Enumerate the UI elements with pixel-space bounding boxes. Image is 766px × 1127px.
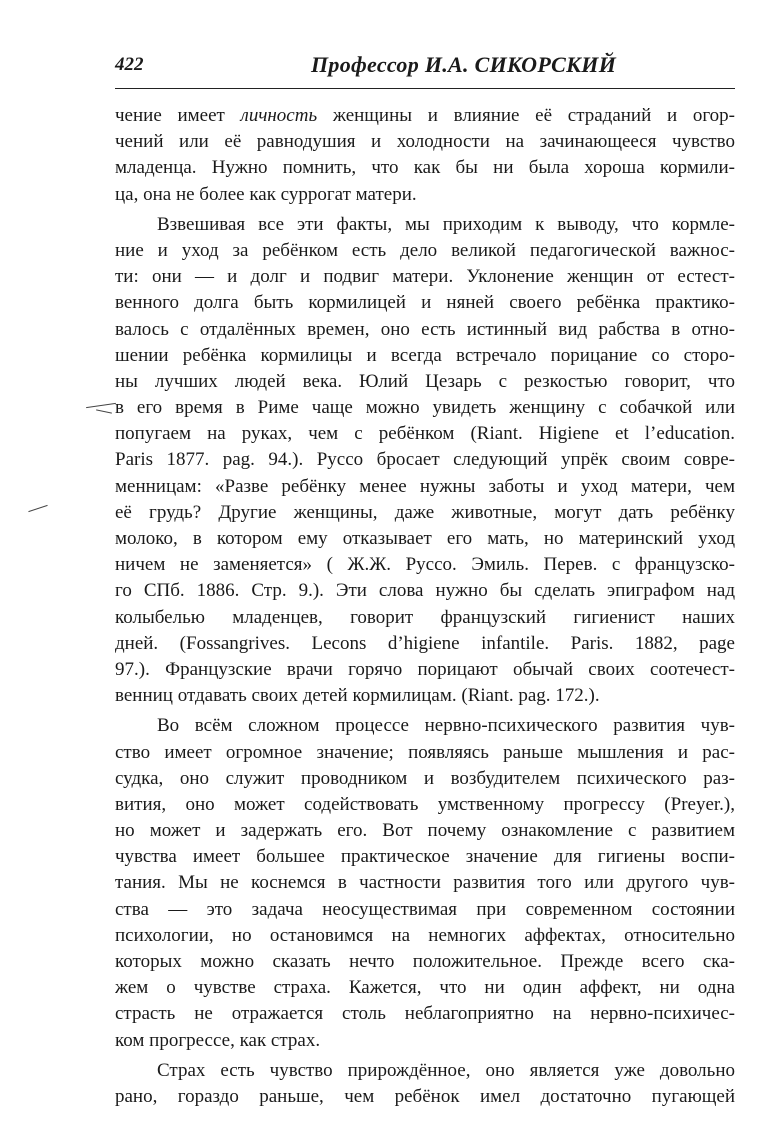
paragraph bbox=[115, 212, 735, 710]
text-line: ком прогрессе, как страх. bbox=[115, 1029, 321, 1051]
text-line: Страх есть чувство прирождённое, оно является уже довольно bbox=[157, 1059, 735, 1081]
text-line: но может и задержать его. Вот почему ознакомление с развитием bbox=[115, 820, 735, 842]
text-line: ние и уход за ребёнком есть дело великой педагогической важнос- bbox=[115, 239, 735, 261]
margin-pen-mark bbox=[96, 409, 112, 413]
text-line: жем о чувстве страха. Кажется, что ни один аффект, ни одна bbox=[115, 977, 735, 999]
paragraph bbox=[115, 103, 735, 208]
text-line: чений или её равнодушия и холодности на зачинающееся чувство bbox=[115, 131, 735, 153]
text-line: рано, гораздо раньше, чем ребёнок имел достаточно пугающей bbox=[115, 1085, 735, 1107]
text-line: шении ребёнка кормилицы и всегда встречало порицание со сторо- bbox=[115, 344, 735, 366]
text-line: её грудь? Другие женщины, даже животные, могут дать ребёнку bbox=[115, 501, 735, 523]
text-line: дней. (Fossangrives. Lecons d’higiene infantile. Paris. 1882, page bbox=[115, 632, 735, 654]
text-line: ничем не заменяется» ( Ж.Ж. Руссо. Эмиль. Перев. с французско- bbox=[115, 554, 735, 576]
text-line: валось с отдалённых времен, оно есть истинный вид рабства в отно- bbox=[115, 318, 735, 340]
page-header bbox=[115, 52, 735, 89]
text-line: страсть не отражается столь неблагоприятно на нервно-психичес- bbox=[115, 1003, 735, 1025]
text-line: венного долга быть кормилицей и няней своего ребёнка практико- bbox=[115, 292, 735, 314]
text-line: 97.). Французские врачи горячо порицают обычай своих соотечест- bbox=[115, 658, 735, 680]
text-line: чение имеет личность женщины и влияние её страданий и огор- bbox=[115, 105, 735, 126]
text-line: в его время в Риме чаще можно увидеть женщину с собачкой или bbox=[115, 397, 735, 419]
text-line: ца, она не более как суррогат матери. bbox=[115, 183, 417, 205]
margin-pen-mark bbox=[86, 403, 116, 408]
text-line: ства — это задача неосуществимая при современном состоянии bbox=[115, 898, 735, 920]
text-line: вития, оно может содействовать умственному прогрессу (Preyer.), bbox=[115, 793, 735, 815]
page-number: 422 bbox=[115, 54, 144, 75]
running-title: Профессор И.А. СИКОРСКИЙ bbox=[311, 52, 617, 77]
text-line: ство имеет огромное значение; появляясь раньше мышления и рас- bbox=[115, 741, 735, 763]
paragraph bbox=[115, 1058, 735, 1110]
text-line: венниц отдавать своих детей кормилицам. (Riant. pag. 172.). bbox=[115, 685, 600, 707]
body-text bbox=[115, 103, 735, 1110]
text-line: менницам: «Разве ребёнку менее нужны заботы и уход матери, чем bbox=[115, 475, 735, 497]
text-line: Во всём сложном процессе нервно-психического развития чув- bbox=[157, 715, 735, 737]
text-line: го СПб. 1886. Стр. 9.). Эти слова нужно бы сделать эпиграфом над bbox=[115, 580, 735, 602]
text-line: ти: они — и долг и подвиг матери. Уклонение женщин от естест- bbox=[115, 266, 735, 288]
text-line: ны лучших людей века. Юлий Цезарь с резкостью говорит, что bbox=[115, 370, 735, 392]
text-line: колыбелью младенцев, говорит французский гигиенист наших bbox=[115, 606, 735, 628]
text-line: тания. Мы не коснемся в частности развития того или другого чув- bbox=[115, 872, 735, 894]
text-line: Взвешивая все эти факты, мы приходим к выводу, что кормле- bbox=[157, 213, 735, 235]
text-line: судка, оно служит проводником и возбудителем психического раз- bbox=[115, 767, 735, 789]
text-line: молоко, в котором ему отказывает его мать, но материнский уход bbox=[115, 528, 735, 549]
text-line: младенца. Нужно помнить, что как бы ни была хороша кормили- bbox=[115, 157, 735, 179]
text-line: Paris 1877. pag. 94.). Руссо бросает следующий упрёк своим совре- bbox=[115, 449, 735, 471]
text-line: которых можно сказать нечто положительное. Прежде всего ска- bbox=[115, 951, 735, 972]
paragraph bbox=[115, 713, 735, 1053]
text-line: попугаем на руках, чем с ребёнком (Riant. Higiene et l’education. bbox=[115, 423, 735, 445]
text-line: чувства имеет большее практическое значение для гигиены воспи- bbox=[115, 846, 735, 868]
margin-pen-mark bbox=[28, 505, 47, 512]
text-line: психологии, но остановимся на немногих аффектах, относительно bbox=[115, 924, 735, 946]
